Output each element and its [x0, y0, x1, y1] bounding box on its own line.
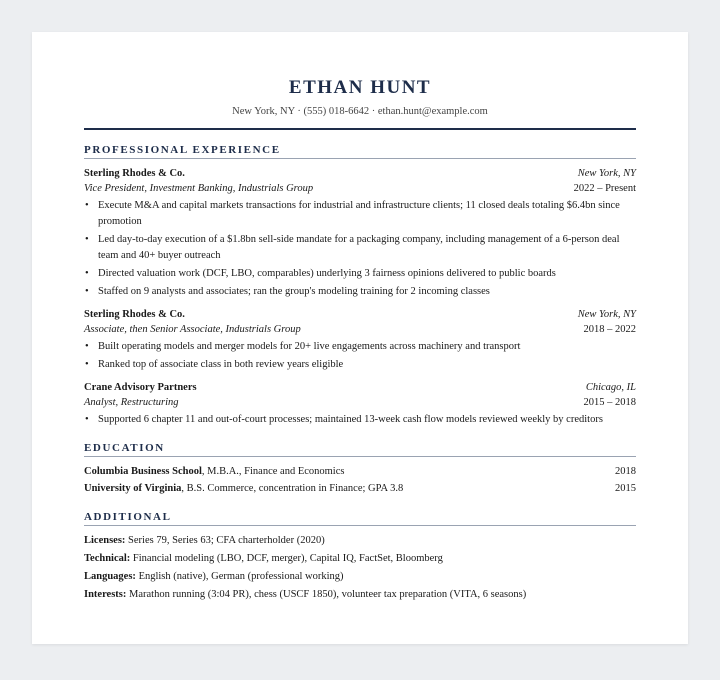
job-bullets [84, 198, 636, 300]
education-entry [84, 480, 636, 497]
additional-list [84, 532, 636, 604]
education-detail: , B.S. Commerce, concentration in Finance; GPA 3.8 [181, 483, 404, 494]
resume-page [32, 32, 688, 644]
resume-content [84, 76, 636, 604]
job-bullet: • Ranked top of associate class in both review years eligible [98, 357, 636, 373]
job-dates: 2015 – 2018 [583, 397, 636, 408]
additional-label: Languages: [84, 571, 136, 582]
job-entry [84, 380, 636, 428]
job-role: Vice President, Investment Banking, Industrials Group [84, 183, 314, 194]
job-dates: 2018 – 2022 [583, 324, 636, 335]
additional-value: Financial modeling (LBO, DCF, merger), Capital IQ, FactSet, Bloomberg [130, 553, 443, 564]
additional-label: Interests: [84, 589, 127, 600]
section-title-additional: ADDITIONAL [84, 511, 636, 526]
candidate-name: ETHAN HUNT [288, 77, 432, 98]
contact-line: New York, NY · (555) 018-6642 · ethan.hunt@example.com [232, 106, 488, 117]
additional-item [84, 568, 636, 586]
job-bullet: • Supported 6 chapter 11 and out-of-court processes; maintained 13-week cash flow models reviewed weekly by creditors [98, 412, 636, 428]
header-divider [84, 128, 636, 130]
education-school: University of Virginia [84, 483, 182, 494]
job-bullet: • Execute M&A and capital markets transactions for industrial and infrastructure clients; 11 closed deals totaling $6.4bn since promotion [98, 198, 636, 230]
job-company: Sterling Rhodes & Co. [84, 168, 185, 179]
job-company: Crane Advisory Partners [84, 382, 197, 393]
job-bullet: • Built operating models and merger models for 20+ live engagements across machinery and transport [98, 339, 636, 355]
education-school: Columbia Business School [84, 466, 202, 477]
job-location: New York, NY [577, 309, 636, 320]
job-location: Chicago, IL [585, 382, 636, 393]
job-location: New York, NY [577, 168, 636, 179]
section-title-experience: PROFESSIONAL EXPERIENCE [84, 144, 636, 159]
job-entry [84, 307, 636, 373]
additional-item [84, 532, 636, 550]
additional-item [84, 550, 636, 568]
job-bullets [84, 412, 636, 428]
education-entry [84, 463, 636, 480]
job-bullet: • Led day-to-day execution of a $1.8bn sell-side mandate for a packaging company, including management of a 6-person deal team and 40+ buyer outreach [98, 232, 636, 264]
job-entry [84, 166, 636, 300]
section-title-education: EDUCATION [84, 442, 636, 457]
job-dates: 2022 – Present [573, 183, 636, 194]
job-bullet: • Directed valuation work (DCF, LBO, comparables) underlying 3 fairness opinions delivered to public boards [98, 266, 636, 282]
job-role: Associate, then Senior Associate, Industrials Group [84, 324, 301, 335]
education-detail: , M.B.A., Finance and Economics [201, 466, 345, 477]
additional-item [84, 586, 636, 604]
education-year: 2015 [615, 483, 636, 494]
job-company: Sterling Rhodes & Co. [84, 309, 185, 320]
additional-value: English (native), German (professional working) [135, 571, 344, 582]
job-bullets [84, 339, 636, 373]
additional-label: Licenses: [84, 535, 126, 546]
additional-value: Marathon running (3:04 PR), chess (USCF 1850), volunteer tax preparation (VITA, 6 seasons) [126, 589, 527, 600]
job-role: Analyst, Restructuring [84, 397, 179, 408]
job-bullet: • Staffed on 9 analysts and associates; ran the group's modeling training for 2 incoming classes [98, 284, 636, 300]
additional-label: Technical: [84, 553, 131, 564]
education-year: 2018 [615, 466, 636, 477]
education-list [84, 463, 636, 497]
additional-value: Series 79, Series 63; CFA charterholder (2020) [125, 535, 325, 546]
